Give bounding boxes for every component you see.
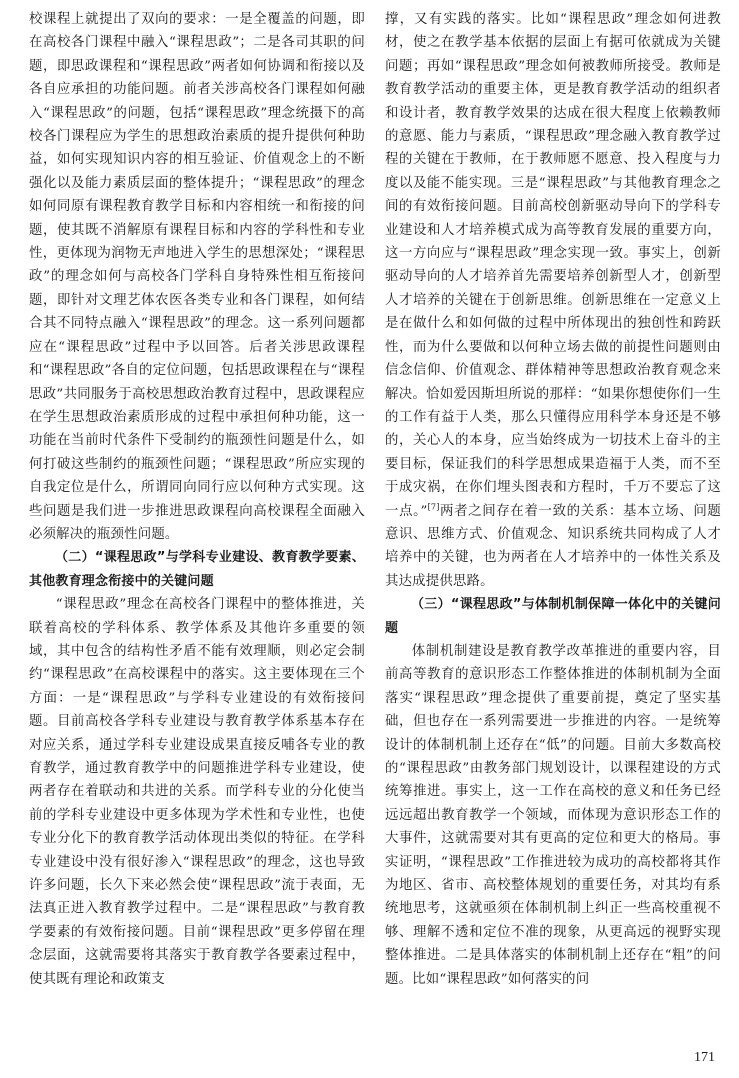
citation-marker: [7] (427, 502, 440, 512)
left-column (29, 8, 365, 991)
body-paragraph: “课程思政”理念在高校各门课程中的整体推进，关联着高校的学科体系、教学体系及其他许多重要的领域，其中包含的结构性矛盾不能有效理顺，则必定会制约“课程思政”在高校课程中的落实。这主要体现在三个方面：一是“课程思政”与学科专业建设的有效衔接问题。目前高校各学科专业建设与教育教学体系基本存在对应关系，通过学科专业建设成果直接反哺各专业的教育教学，通过教育教学中的问题推进学科专业建设，使两者存在着联动和共进的关系。而学科专业的分化使当前的学科专业建设中更多体现为学术性和专业性，也使专业分化下的教育教学活动体现出类似的特征。在学科专业建设中没有很好渗入“课程思政”的理念，这也导致许多问题，长久下来必然会使“课程思政”流于表面，无法真正进入教育教学过程中。二是“课程思政”与教育教学要素的有效衔接问题。目前“课程思政”更多停留在理念层面，这就需要将其落实于教育教学各要素过程中，使其既有理论和政策支 (29, 597, 365, 987)
right-column (385, 8, 721, 991)
section-heading: （二）“课程思政”与学科专业建设、教育教学要素、其他教育理念衔接中的关键问题 (29, 550, 365, 589)
body-paragraph: 校课程上就提出了双向的要求：一是全覆盖的问题，即在高校各门课程中融入“课程思政”；二是各司其职的问题，即思政课程和“课程思政”两者如何协调和衔接以及各自应承担的功能问题。前者关涉高校各门课程如何融入“课程思政”的问题，包括“课程思政”理念统摄下的高校各门课程应为学生的思想政治素质的提升提供何种助益，如何实现知识内容的相互验证、价值观念上的不断强化以及能力素质层面的整体提升；“课程思政”的理念如何同原有课程教育教学目标和内容相统一和衔接的问题，使其既不消解原有课程目标和内容的学科性和专业性，更体现为润物无声地进入学生的思想深处；“课程思政”的理念如何与高校各门学科自身特殊性相互衔接问题，即针对文理艺体农医各类专业和各门课程，如何结合其不同特点融入“课程思政”的理念。这一系列问题都应在“课程思政”过程中予以回答。后者关涉思政课程和“课程思政”各自的定位问题，包括思政课程在与“课程思政”共同服务于高校思想政治教育过程中，思政课程应在学生思想政治素质形成的过程中承担何种功能，这一功能在当前时代条件下受制约的瓶颈性问题是什么，如何打破这些制约的瓶颈性问题；“课程思政”所应实现的自我定位是什么，所谓同向同行应以何种方式实现。这些问题是我们进一步推进思政课程向高校课程全面融入必须解决的瓶颈性问题。 (29, 12, 365, 542)
body-paragraph: 体制机制建设是教育教学改革推进的重要内容，目前高等教育的意识形态工作整体推进的体制机制为全面落实“课程思政”理念提供了重要前提，奠定了坚实基础，但也存在一系列需要进一步推进的内容。一是统筹设计的体制机制上还存在“低”的问题。目前大多数高校的“课程思政”由教务部门规划设计，以课程建设的方式统筹推进。事实上，这一工作在高校的意义和任务已经远远超出教育教学一个领域，而体现为意识形态工作的大事件，这就需要对其有更高的定位和更大的格局。事实证明，“课程思政”工作推进较为成功的高校都将其作为地区、省市、高校整体规划的重要任务，对其均有系统地思考，这就亟须在体制机制上纠正一些高校重视不够、理解不透和定位不准的现象，从更高远的视野实现整体推进。二是具体落实的体制机制上还存在“粗”的问题。比如“课程思政”如何落实的问 (385, 643, 721, 987)
paragraph-text: 撑，又有实践的落实。比如“课程思政”理念如何进教材，使之在教学基本依据的层面上有据可依就成为关键问题；再如“课程思政”理念如何被教师所接受。教师是教育教学活动的重要主体，更是教育教学活动的组织者和设计者，教育教学效果的达成在很大程度上依赖教师的意愿、能力与素质，“课程思政”理念融入教育教学过程的关键在于教师，在于教师愿不愿意、投入程度与力度以及能不能实现。三是“课程思政”与其他教育理念之间的有效衔接问题。目前高校创新驱动导向下的学科专业建设和人才培养模式成为高等教育发展的重要方向，这一方向应与“课程思政”理念实现一致。事实上，创新驱动导向的人才培养首先需要培养创新型人才，创新型人才培养的关键在于创新思维。创新思维在一定意义上是在做什么和如何做的过程中所体现出的独创性和跨跃性，而为什么要做和以何种立场去做的前提性问题则由信念信仰、价值观念、群体精神等思想政治教育观念来解决。恰如爱因斯坦所说的那样：“如果你想使你们一生的工作有益于人类，那么只懂得应用科学本身还是不够的，关心人的本身，应当始终成为一切技术上奋斗的主要目标，保证我们的科学思想成果造福于人类，而不至于成灾祸，在你们埋头图表和方程时，千万不要忘了这一点。” (385, 12, 721, 519)
section-heading: （三）“课程思政”与体制机制保障一体化中的关键问题 (385, 597, 721, 636)
body-paragraph (385, 8, 721, 593)
paragraph-text: 两者之间存在着一致的关系：基本立场、问题意识、思维方式、价值观念、知识系统共同构成了人才培养中的关键，也为两者在人才培养中的一体性关系及其达成提供思路。 (385, 503, 722, 589)
page-number: 171 (694, 1050, 715, 1065)
